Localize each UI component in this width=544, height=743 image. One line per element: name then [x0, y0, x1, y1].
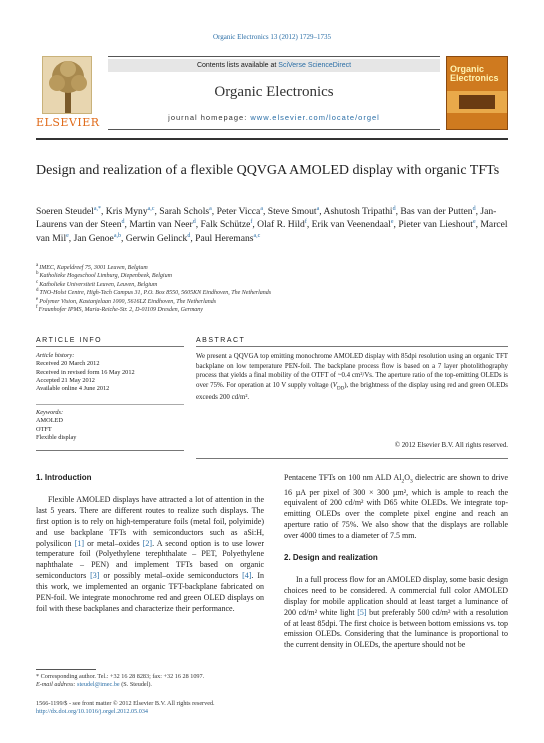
sciencedirect-link[interactable]: SciVerse ScienceDirect — [278, 62, 352, 69]
vdd-symbol: V — [332, 381, 337, 389]
intro-text: or metal–oxides — [84, 538, 143, 548]
author-name[interactable]: Falk Schütze — [200, 219, 251, 231]
body-right-column — [284, 473, 508, 651]
doi-link[interactable]: http://dx.doi.org/10.1016/j.orgel.2012.05.034 — [36, 708, 149, 716]
publisher-name: ELSEVIER — [36, 116, 100, 129]
subscript: 2 — [401, 478, 405, 485]
cover-title-line-2: Electronics — [450, 73, 499, 83]
journal-header — [108, 56, 440, 130]
author-name[interactable]: Marcel van Mil — [36, 219, 508, 244]
author-name[interactable]: Steve Smout — [267, 206, 317, 217]
keywords — [36, 409, 184, 442]
abstract-part-2: ), the brightness of the display using red and green OLEDs exceeds 200 cd/m². — [196, 381, 508, 402]
email-suffix: (S. Steudel). — [119, 681, 152, 689]
reference-link-4[interactable]: [4] — [242, 571, 252, 581]
author-name[interactable]: Paul Heremans — [195, 232, 254, 244]
history-online: Available online 4 June 2012 — [36, 385, 110, 393]
abstract-divider — [196, 346, 508, 347]
author-affiliation-marker[interactable]: a,b — [113, 232, 121, 239]
abstract-part-1: We present a QQVGA top emitting monochrome AMOLED display with 85dpi resolution using an organic TFT backplane on low temperature PEN-foil. The backplane process flow is based on a 7 layer photolithography process that yields a final mobility of the OTFT of ~0.4 cm²/Vs. The aperture ratio of the top-emitting OLEDs is over 75%. For operation at 10 V supply voltage ( — [196, 353, 508, 389]
author-name[interactable]: Sarah Schols — [159, 206, 210, 217]
author-affiliation-marker[interactable]: e — [66, 232, 69, 239]
history-accepted: Accepted 21 May 2012 — [36, 376, 95, 384]
article-info-heading: ARTICLE INFO — [36, 337, 103, 344]
intro-text: . A second option is to use lower temperature foil (Polyethylene terephthalate – PET, Polyethylene naphthalate – PEN) and implement TFTs based on organic semiconductors — [36, 538, 264, 581]
corresponding-author: * Corresponding author. Tel.: +32 16 28 8283; fax: +32 16 28 1097. — [36, 673, 205, 680]
author-affiliation-marker[interactable]: a,c — [253, 232, 261, 239]
author-name[interactable]: Peter Vicca — [216, 206, 261, 217]
author-name[interactable]: Erik van Veenendaal — [311, 219, 391, 231]
intro-text: Flexible AMOLED displays have attracted a lot of attention in the last 5 years. There are different routes to realize such displays. The first option is to rely on high-temperature foils (metal foil, polyimide) and use backplane TFTs with semiconductors such as aSi:H, polysilicon — [36, 494, 264, 548]
keywords-label: Keywords: — [36, 409, 64, 416]
keyword-item: OTFT — [36, 425, 52, 433]
author-affiliation-marker[interactable]: a — [316, 205, 320, 212]
affiliation-item — [36, 298, 508, 306]
author-name[interactable]: Jan Genoe — [73, 232, 114, 244]
elsevier-logo — [36, 56, 98, 130]
intro-paragraph — [36, 495, 264, 615]
author-affiliation-marker[interactable]: f — [304, 219, 307, 226]
cover-picture — [459, 95, 495, 109]
author-name[interactable]: Jan-Laurens van der Steen — [36, 206, 497, 231]
author-list: Soeren Steudel$^{a,*}$, Kris Myny$^{a,c}$, Sarah Schols$^a$, Peter Vicca$^a$, Steve Smout$^a$, Ashutosh Tripathi$^d$, Bas van der Putten$^d$, Jan-Laurens van der Steen$^d$, Martin van Neer$^d$, Falk Schütze$^f$, Olaf R. Hild$^f$, Erik van Veenendaal$^e$, Pieter van Lieshout$^e$, Marcel van Mil$^e$, Jan Genoe$^{a,b}$, Gerwin Gelinck$^d$, Paul Heremans$^{a,c}$ — [36, 205, 508, 244]
author-name[interactable]: Ashutosh Tripathi — [323, 206, 393, 217]
affiliation-item — [36, 272, 508, 280]
affiliation-text: Katholieke Universiteit Leuven, Leuven, Belgium — [39, 281, 158, 288]
section-heading-introduction: 1. Introduction — [36, 473, 92, 482]
body-text: In a full process flow for an AMOLED display, some basic design choices need to be considered. A commercial full color AMOLED display for mobile application should at least target a luminance of 200 cd/m² white light — [284, 574, 508, 617]
footnote-divider — [36, 669, 96, 670]
intro-text: . In this work, we implemented an organic TFT-backplane fabricated on PEN-foil. We integrate monochrome red and green OLED displays on foil with these backplanes and characterize their performance. — [36, 571, 264, 613]
author-affiliation-marker[interactable]: d — [192, 219, 196, 226]
reference-link-3[interactable]: [3] — [90, 571, 100, 581]
abstract-heading: ABSTRACT — [196, 337, 246, 344]
author-name[interactable]: Kris Myny — [105, 206, 148, 217]
homepage-link[interactable]: www.elsevier.com/locate/orgel — [250, 113, 380, 122]
abstract-text — [196, 352, 508, 403]
body-text: dielectric are shown to drive 16 µA per pixel of 300 × 300 µm², which is ample to reach the equivalent of 200 cd/m² with D65 white OLEDs. We integrate top-emitting OLEDs over the complete pixel engine and reach an aperture ratio of 75%. We also show that the displays are rollable over 4000 times to a diameter of 7.5 mm. — [284, 473, 509, 541]
body-left-column — [36, 473, 264, 615]
author-name[interactable]: Gerwin Gelinck — [125, 232, 188, 244]
keywords-divider — [36, 404, 184, 405]
affiliation-text: IMEC, Kapeldreef 75, 3001 Leuven, Belgium — [39, 265, 148, 271]
author-name[interactable]: Pieter van Lieshout — [398, 219, 473, 231]
article-info-divider — [36, 346, 184, 347]
footnote — [36, 673, 264, 690]
email-label: E-mail address: — [36, 681, 78, 689]
affiliation-key: d — [36, 288, 39, 294]
author-affiliation-marker[interactable]: a — [209, 205, 212, 212]
history-revised: Received in revised form 16 May 2012 — [36, 368, 135, 376]
issn-info — [36, 700, 264, 717]
affiliation-key: f — [36, 305, 38, 311]
elsevier-tree-icon — [42, 56, 92, 114]
cover-title-line-1: Organic — [450, 64, 485, 74]
issn-line: 1566-1199/$ - see front matter © 2012 Elsevier B.V. All rights reserved. — [36, 700, 215, 707]
affiliation-text: TNO-Holst Centre, High-Tech Campus 31, P.O. Box 8550, 5605KN Eindhoven, The Netherlands — [39, 290, 272, 297]
affiliation-item — [36, 281, 508, 289]
author-affiliation-marker[interactable]: f — [250, 219, 253, 226]
cover-title — [450, 65, 499, 83]
affiliation-text: Fraunhofer IPMS, Maria-Reiche-Str. 2, D-01109 Dresden, Germany — [38, 307, 203, 314]
abstract-bottom-divider — [196, 458, 508, 459]
author-affiliation-marker[interactable]: a,c — [147, 205, 155, 212]
journal-cover-image — [446, 56, 508, 130]
author-affiliation-marker[interactable]: d — [472, 205, 476, 212]
reference-link-2[interactable]: [2] — [142, 538, 153, 548]
article-history — [36, 352, 184, 393]
author-affiliation-marker[interactable]: d — [392, 205, 396, 212]
history-received: Received 20 March 2012 — [36, 360, 100, 368]
affiliation-item — [36, 289, 508, 297]
body-text: but preferably 500 cd/m² with a resolution of at least 85dpi. The first choice is between bottom emissions vs. top emission OLEDs. Considering that the luminance is proportional to the current density in OLEDs, the aperture should not be — [284, 607, 508, 650]
author-affiliation-marker[interactable]: d — [121, 219, 125, 226]
body-text: O — [404, 473, 410, 482]
affiliation-text: Katholieke Hogeschool Limburg, Diepenbeek, Belgium — [39, 273, 172, 280]
affiliation-key: e — [36, 296, 39, 302]
affiliation-list — [36, 264, 508, 314]
journal-reference[interactable]: Organic Electronics 13 (2012) 1729–1735 — [212, 33, 332, 41]
journal-homepage — [108, 113, 440, 122]
author-affiliation-marker[interactable]: a — [260, 205, 263, 212]
reference-link-5[interactable]: [5] — [357, 607, 367, 617]
affiliation-text: Polymer Vision, Kastanjelaan 1000, 5616LZ Eindhoven, The Netherlands — [39, 298, 217, 305]
affiliation-key: b — [36, 271, 39, 277]
article-info-bottom-divider — [36, 450, 184, 451]
intro-text: or possibly metal–oxide semiconductors — [99, 571, 243, 581]
journal-title: Organic Electronics — [214, 84, 334, 100]
keyword-item: AMOLED — [36, 417, 63, 425]
body-text: Pentacene TFTs on 100 nm ALD Al — [284, 473, 402, 482]
subscript: 3 — [410, 478, 413, 485]
author-affiliation-marker[interactable]: a,* — [93, 205, 101, 212]
author-name[interactable]: Soeren Steudel — [36, 206, 94, 217]
keyword-item: Flexible display — [36, 433, 77, 441]
reference-link-1[interactable]: [1] — [74, 538, 85, 548]
affiliation-key: a — [36, 263, 39, 268]
email-link[interactable]: steudel@imec.be — [77, 681, 120, 689]
author-affiliation-marker[interactable]: d — [187, 232, 191, 239]
author-name[interactable]: Bas van der Putten — [400, 206, 473, 217]
copyright-notice: © 2012 Elsevier B.V. All rights reserved. — [394, 442, 508, 449]
continued-paragraph — [284, 473, 508, 542]
section-heading-design: 2. Design and realization — [284, 553, 378, 563]
homepage-prefix: journal homepage: — [168, 113, 251, 122]
author-name[interactable]: Olaf R. Hild — [257, 219, 305, 231]
vdd-subscript: DD — [336, 385, 345, 391]
author-name[interactable]: Martin van Neer — [129, 219, 193, 231]
design-paragraph — [284, 575, 508, 651]
affiliation-key: c — [36, 279, 39, 285]
article-title: Design and realization of a flexible QQVGA AMOLED display with organic TFTs — [36, 163, 500, 178]
contents-prefix: Contents lists available at — [196, 62, 279, 69]
header-divider — [36, 138, 508, 140]
author-affiliation-marker[interactable]: e — [472, 219, 476, 226]
affiliation-item — [36, 306, 508, 314]
affiliation-item — [36, 264, 508, 272]
email-line — [36, 681, 264, 689]
author-affiliation-marker[interactable]: e — [390, 219, 394, 226]
contents-bar — [108, 59, 440, 72]
history-label: Article history: — [36, 352, 75, 359]
